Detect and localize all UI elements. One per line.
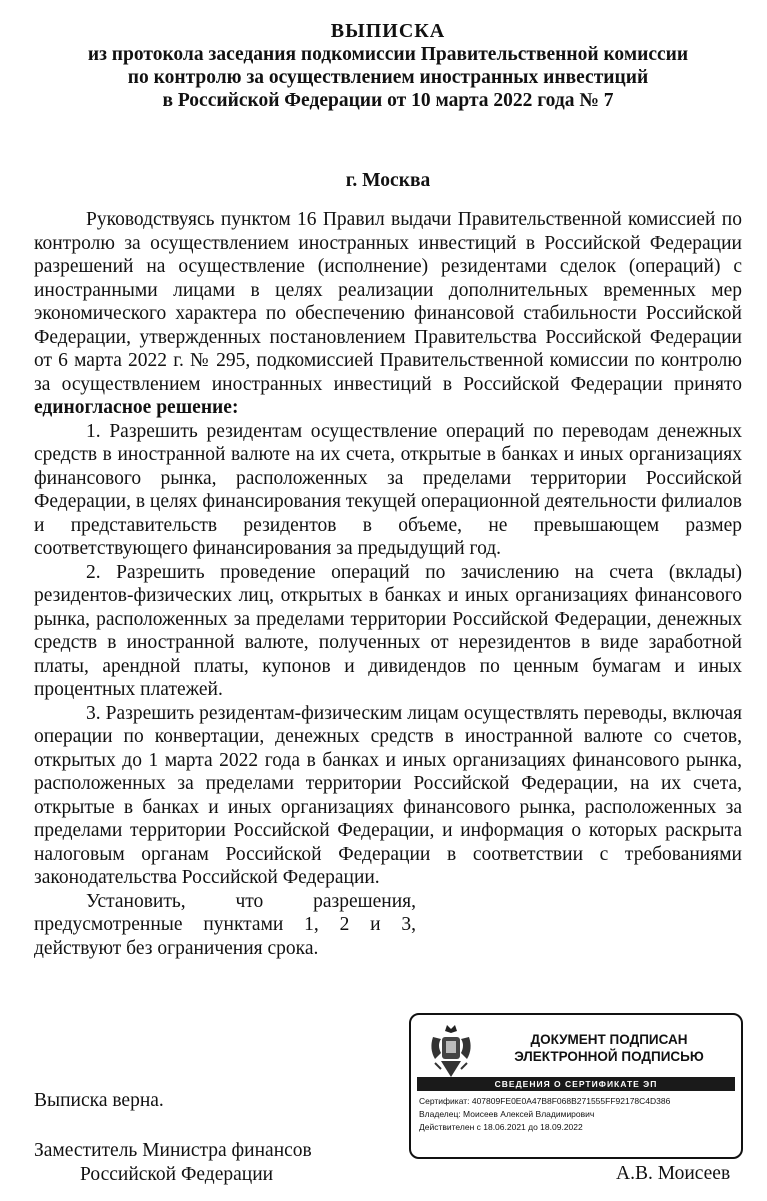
certify-text: Выписка верна. (34, 1090, 164, 1111)
signer-role-line-1: Заместитель Министра финансов (34, 1140, 312, 1161)
document-title: ВЫПИСКА (330, 20, 446, 42)
electronic-signature-stamp (409, 1013, 743, 1159)
certificate-validity: Действителен с 18.06.2021 до 18.09.2022 (419, 1122, 583, 1132)
certificate-owner: Владелец: Моисеев Алексей Владимирович (419, 1109, 595, 1119)
signer-name: А.В. Моисеев (616, 1163, 731, 1184)
intro-paragraph (34, 208, 742, 420)
coat-of-arms-icon (427, 1023, 475, 1081)
document-page (34, 20, 742, 960)
stamp-title-line-1: ДОКУМЕНТ ПОДПИСАН (530, 1032, 688, 1047)
final-paragraph: Установить, что разрешения, предусмотренные пунктами 1, 2 и 3, действуют без ограничения срока. (34, 890, 416, 959)
city: г. Москва (345, 170, 431, 191)
item-2: 2. Разрешить проведение операций по зачислению на счета (вклады) резидентов-физических лиц, открытых в банках и иных организациях финансового рынка, расположенных за пределами территории Российской Федерации, денежных средств в иностранной валюте, полученных от нерезидентов в виде заработной платы, арендной платы, купонов и дивидендов по ценным бумагам и иных процентных платежей. (34, 561, 742, 700)
stamp-title (489, 1031, 729, 1065)
certificate-band: СВЕДЕНИЯ О СЕРТИФИКАТЕ ЭП (417, 1077, 735, 1091)
certificate-number: Сертификат: 407809FE0E0A47B8F068B271555FF92178C4D386 (419, 1096, 671, 1106)
document-header (34, 20, 742, 112)
intro-text: Руководствуясь пунктом 16 Правил выдачи Правительственной комиссией по контролю за осуществлением иностранных инвестиций в Российской Федерации разрешений на осуществление (исполнение) резидентами сделок (операций) с иностранными лицами в целях реализации дополнительных временных мер экономического характера по обеспечению финансовой стабильности Российской Федерации, утвержденных постановлением Правительства Российской Федерации от 6 марта 2022 г. № 295, подкомиссией Правительственной комиссии по контролю за осуществлением иностранных инвестиций в Российской Федерации принято (34, 209, 742, 395)
signer-role-line-2: Российской Федерации (80, 1163, 274, 1185)
stamp-title-line-2: ЭЛЕКТРОННОЙ ПОДПИСЬЮ (514, 1049, 704, 1064)
intro-bold: единогласное решение: (34, 397, 239, 418)
header-line-3: по контролю за осуществлением иностранных инвестиций (127, 67, 649, 88)
header-line-2: из протокола заседания подкомиссии Правительственной комиссии (87, 44, 689, 65)
item-3: 3. Разрешить резидентам-физическим лицам осуществлять переводы, включая операции по конвертации, денежных средств в иностранной валюте со счетов, открытых до 1 марта 2022 года в банках и иных организациях финансового рынка, расположенных за пределами территории Российской Федерации, на их счета, открытые в банках и иных организациях финансового рынка, расположенных за пределами территории Российской Федерации, и информация о которых раскрыта налоговым органам Российской Федерации в соответствии с требованиями законодательства Российской Федерации. (34, 702, 742, 888)
signer-role (34, 1139, 312, 1186)
header-line-4: в Российской Федерации от 10 марта 2022 года № 7 (162, 90, 614, 111)
document-body (34, 208, 742, 960)
item-1: 1. Разрешить резидентам осуществление операций по переводам денежных средств в иностранной валюте на их счета, открытые в банках и иных организациях финансового рынка, расположенных за пределами территории Российской Федерации, в целях финансирования текущей операционной деятельности филиалов и представительств резидентов в объеме, не превышающем размер соответствующего финансирования за предыдущий год. (34, 420, 743, 559)
certificate-details (419, 1095, 670, 1134)
